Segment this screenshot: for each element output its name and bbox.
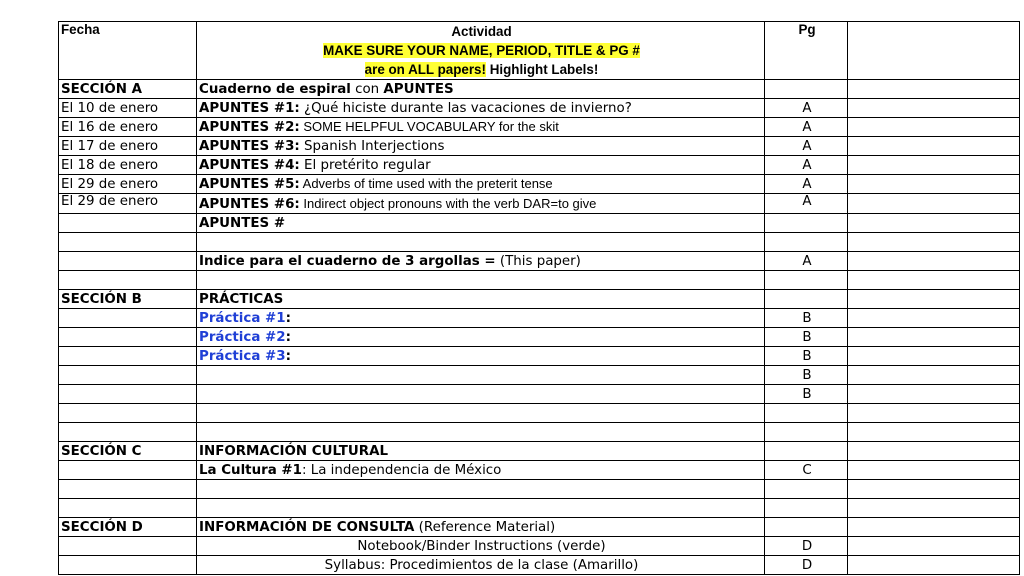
table-row (59, 194, 1020, 214)
practica-label: Práctica #1 (199, 311, 286, 326)
row-pg: A (765, 156, 848, 175)
section-a-label: SECCIÓN A (59, 80, 197, 99)
table-row (59, 499, 1020, 518)
row-date: El 17 de enero (59, 137, 197, 156)
section-b-row (59, 290, 1020, 309)
row-date: El 29 de enero (59, 194, 197, 214)
consulta-text: Notebook/Binder Instructions (verde) (197, 537, 765, 556)
row-text: SOME HELPFUL VOCABULARY for the skit (299, 119, 559, 134)
header-title: Actividad (451, 24, 512, 39)
row-pg: D (765, 556, 848, 575)
row-pg: B (765, 385, 848, 404)
table-row (59, 175, 1020, 194)
consulta-text: Syllabus: Procedimientos de la clase (Amarillo) (197, 556, 765, 575)
row-text: Indirect object pronouns with the verb DAR=to give (299, 196, 597, 211)
row-pg: A (765, 252, 848, 271)
table-row (59, 233, 1020, 252)
table-row (59, 556, 1020, 575)
table-row: Práctica #3: B (59, 347, 1020, 366)
table-row: Práctica #1: B (59, 309, 1020, 328)
section-d-label: SECCIÓN D (59, 518, 197, 537)
header-actividad (197, 22, 765, 80)
table-row (59, 118, 1020, 137)
header-instruction: MAKE SURE YOUR NAME, PERIOD, TITLE & PG # (323, 43, 640, 58)
row-label: APUNTES #1: (199, 101, 300, 116)
table-row (59, 366, 1020, 385)
section-d-row (59, 518, 1020, 537)
row-pg: B (765, 366, 848, 385)
table-row (59, 480, 1020, 499)
table-row (59, 423, 1020, 442)
row-date: El 10 de enero (59, 99, 197, 118)
section-a-apuntes: APUNTES (383, 82, 454, 97)
assignment-table (58, 21, 1020, 575)
row-pg: B (765, 347, 848, 366)
row-pg: A (765, 194, 848, 214)
table-row (59, 99, 1020, 118)
row-label: APUNTES #5: (199, 177, 300, 192)
header-pg: Pg (765, 22, 848, 80)
section-c-label: SECCIÓN C (59, 442, 197, 461)
header-highlight: are on ALL papers! (364, 62, 486, 77)
header-fecha: Fecha (59, 22, 197, 80)
row-pg: C (765, 461, 848, 480)
row-text: El pretérito regular (299, 158, 431, 173)
table-row (59, 461, 1020, 480)
section-b-label: SECCIÓN B (59, 290, 197, 309)
row-label: APUNTES #6: (199, 197, 300, 212)
row-pg: A (765, 175, 848, 194)
table-row (59, 214, 1020, 233)
row-pg: A (765, 137, 848, 156)
indice-text: (This paper) (495, 254, 581, 269)
row-text: Adverbs of time used with the preterit tense (299, 176, 553, 191)
row-label: APUNTES #4: (199, 158, 300, 173)
row-label: APUNTES # (197, 214, 765, 233)
row-label: APUNTES #3: (199, 139, 300, 154)
practica-label: Práctica #2 (199, 330, 286, 345)
section-a-row: SECCIÓN A Cuaderno de espiral con APUNTES (59, 80, 1020, 99)
header-highlight-note: Highlight Labels! (485, 62, 599, 77)
row-pg: A (765, 118, 848, 137)
table-row (59, 404, 1020, 423)
row-pg: D (765, 537, 848, 556)
section-c-title: INFORMACIÓN CULTURAL (197, 442, 765, 461)
section-a-title: Cuaderno de espiral (199, 82, 351, 97)
row-text: ¿Qué hiciste durante las vacaciones de invierno? (299, 101, 632, 116)
table-row (59, 537, 1020, 556)
row-label: APUNTES #2: (199, 120, 300, 135)
table-row (59, 156, 1020, 175)
row-date: El 18 de enero (59, 156, 197, 175)
row-pg: A (765, 99, 848, 118)
practica-label: Práctica #3 (199, 349, 286, 364)
cultura-text: : La independencia de México (301, 463, 502, 478)
table-row (59, 137, 1020, 156)
section-d-title: INFORMACIÓN DE CONSULTA (199, 520, 415, 535)
section-d-note: (Reference Material) (414, 520, 556, 535)
section-b-title: PRÁCTICAS (197, 290, 765, 309)
indice-label: Indice para el cuaderno de 3 argollas = (199, 254, 496, 269)
row-pg: B (765, 309, 848, 328)
row-pg: B (765, 328, 848, 347)
table-row: Práctica #2: B (59, 328, 1020, 347)
row-date: El 29 de enero (59, 175, 197, 194)
cultura-label: La Cultura #1 (199, 463, 302, 478)
row-text: Spanish Interjections (299, 139, 445, 154)
table-row (59, 271, 1020, 290)
row-date: El 16 de enero (59, 118, 197, 137)
section-c-row (59, 442, 1020, 461)
table-row (59, 385, 1020, 404)
table-row (59, 252, 1020, 271)
header-row (59, 22, 1020, 80)
